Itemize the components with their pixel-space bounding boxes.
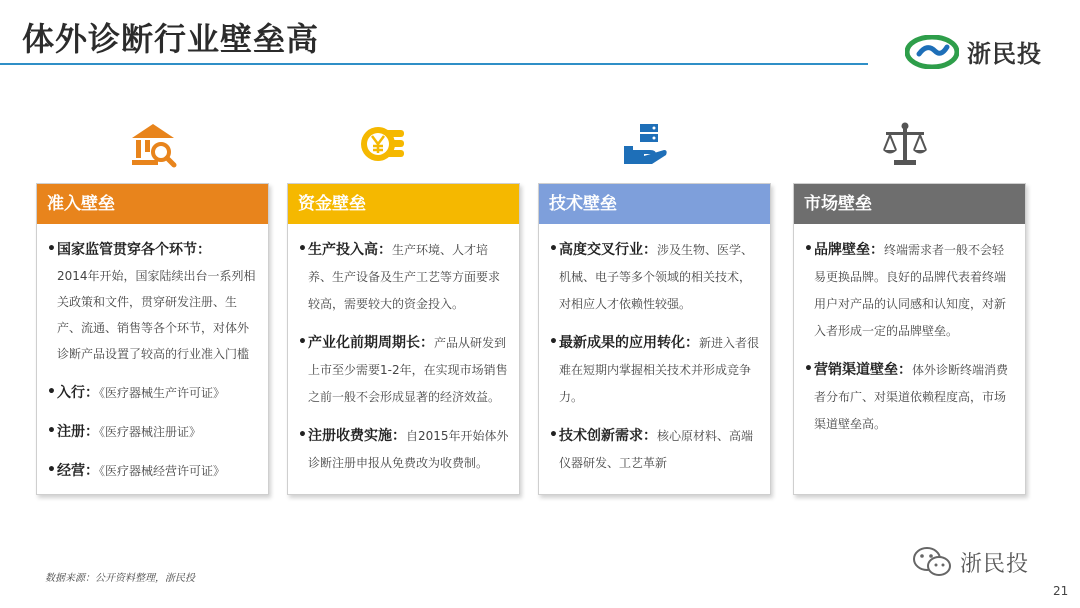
item-text: 终端需求者一般不会轻易更换品牌。良好的品牌代表着终端用户对产品的认同感和认知度，对新入者形成一定的品牌壁垒。	[814, 243, 1007, 338]
bullet: •	[804, 361, 813, 377]
card-access-barrier	[36, 183, 269, 495]
list-item	[47, 236, 258, 367]
list-item	[298, 329, 509, 410]
page-number: 21	[1053, 584, 1069, 598]
wechat-watermark	[912, 545, 1029, 579]
item-text: 2014年开始，国家陆续出台一系列相关政策和文件，贯穿研发注册、生产、流通、销售等各个环节，对体外诊断产品设置了较高的行业准入门槛	[57, 269, 256, 361]
item-title: 入行：	[57, 385, 99, 401]
item-text: 《医疗器械经营许可证》	[99, 464, 226, 478]
bank-search-icon	[128, 120, 178, 170]
bullet: •	[549, 427, 558, 443]
item-title: 注册收费实施：	[308, 428, 406, 444]
item-text: 涉及生物、医学、机械、电子等多个领域的相关技术，对相应人才依赖性较强。	[559, 243, 754, 311]
item-title: 国家监管贯穿各个环节：	[57, 242, 211, 258]
page-title: 体外诊断行业壁垒高	[22, 20, 320, 58]
bullet: •	[298, 241, 307, 257]
scale-icon	[880, 120, 930, 170]
brand-logo-text: 浙民投	[967, 40, 1042, 68]
list-item	[549, 422, 760, 476]
list-item	[549, 236, 760, 317]
item-title: 产业化前期周期长：	[308, 335, 434, 351]
item-title: 注册：	[57, 424, 99, 440]
list-item	[47, 379, 258, 406]
bullet: •	[47, 423, 56, 439]
bullet: •	[549, 241, 558, 257]
data-source-note: 数据来源：公开资料整理，浙民投	[45, 573, 195, 584]
list-item	[804, 356, 1015, 437]
bullet: •	[47, 462, 56, 478]
item-title: 高度交叉行业：	[559, 242, 657, 258]
brand-logo-icon	[905, 35, 959, 69]
item-text: 体外诊断终端消费者分布广、对渠道依赖程度高，市场渠道壁垒高。	[814, 363, 1009, 431]
bullet: •	[298, 334, 307, 350]
watermark-text: 浙民投	[960, 551, 1030, 577]
coin-stack-icon	[358, 120, 408, 170]
list-item	[804, 236, 1015, 344]
card-technology-barrier	[538, 183, 771, 495]
item-text: 自2015年开始体外诊断注册申报从免费改为收费制。	[308, 429, 509, 470]
item-title: 品牌壁垒：	[814, 242, 884, 258]
bullet: •	[47, 241, 56, 257]
list-item	[47, 418, 258, 445]
card-capital-barrier	[287, 183, 520, 495]
card-header: 资金壁垒	[288, 184, 519, 224]
item-title: 生产投入高：	[308, 242, 392, 258]
card-header: 市场壁垒	[794, 184, 1025, 224]
title-divider	[0, 63, 868, 65]
item-text: 核心原材料、高端仪器研发、工艺革新	[559, 429, 754, 470]
bullet: •	[298, 427, 307, 443]
item-title: 经营：	[57, 463, 99, 479]
card-header: 技术壁垒	[539, 184, 770, 224]
card-market-barrier	[793, 183, 1026, 495]
list-item	[549, 329, 760, 410]
item-title: 技术创新需求：	[559, 428, 657, 444]
list-item	[47, 457, 258, 484]
item-text: 新进入者很难在短期内掌握相关技术并形成竞争力。	[559, 336, 760, 404]
bullet: •	[804, 241, 813, 257]
server-hand-icon	[620, 120, 670, 170]
item-text: 《医疗器械注册证》	[99, 425, 202, 439]
card-header: 准入壁垒	[37, 184, 268, 224]
item-text: 生产环境、人才培养、生产设备及生产工艺等方面要求较高，需要较大的资金投入。	[308, 243, 501, 311]
wechat-icon	[912, 545, 952, 579]
item-title: 最新成果的应用转化：	[559, 335, 699, 351]
item-title: 营销渠道壁垒：	[814, 362, 912, 378]
list-item	[298, 236, 509, 317]
bullet: •	[549, 334, 558, 350]
list-item	[298, 422, 509, 476]
brand-logo	[905, 34, 1042, 69]
item-text: 《医疗器械生产许可证》	[99, 386, 226, 400]
bullet: •	[47, 384, 56, 400]
item-text: 产品从研发到上市至少需要1-2年，在实现市场销售之前一般不会形成显著的经济效益。	[308, 336, 508, 404]
